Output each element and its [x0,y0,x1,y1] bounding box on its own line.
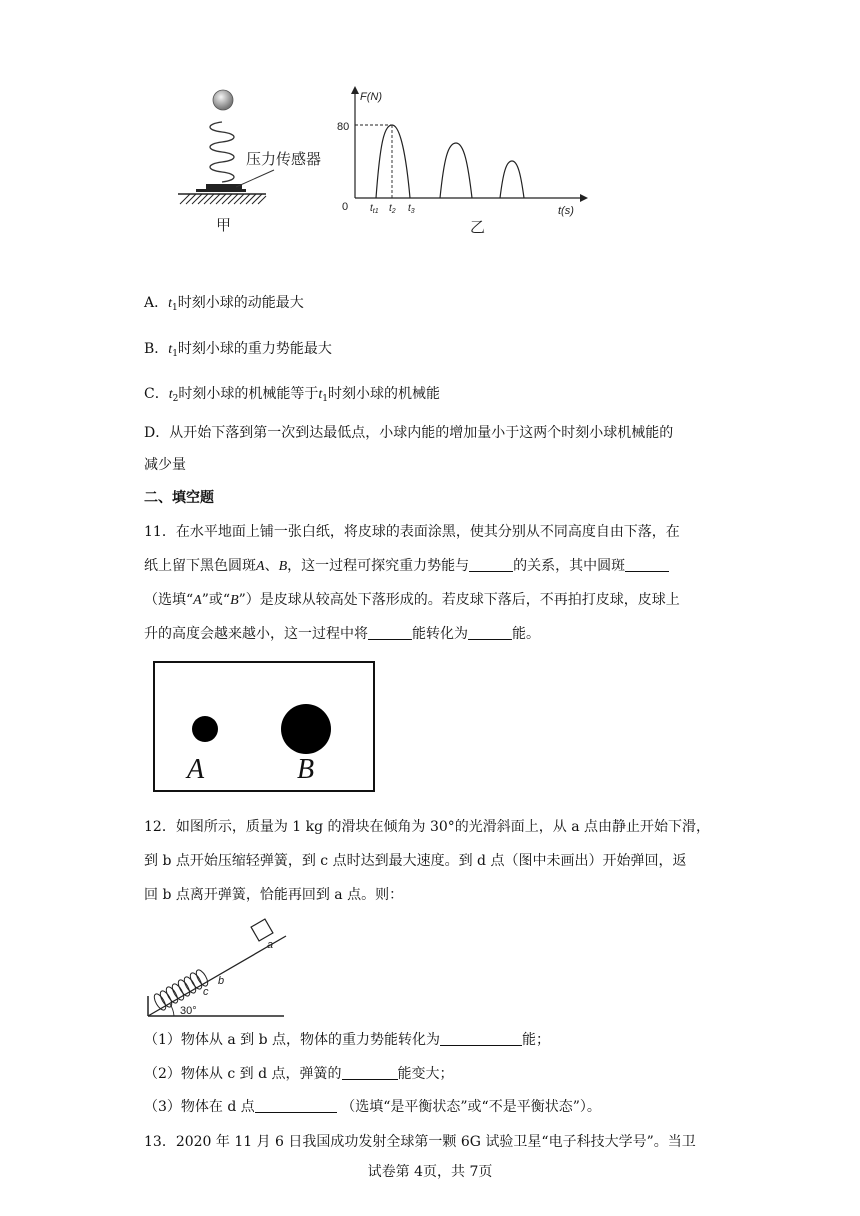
spring-icon [210,122,234,182]
tick-t2: $t_2$ [389,203,396,215]
blank-q12-3[interactable] [255,1098,337,1113]
option-c: C．$t_2$时刻小球的机械能等于$t_1$时刻小球的机械能 [144,386,440,404]
option-a: A．$t_1$时刻小球的动能最大 [144,295,304,313]
q11-line1: 11．在水平地面上铺一张白纸，将皮球的表面涂黑，使其分别从不同高度自由下落，在 [144,524,680,540]
spot-b-label: B [297,754,315,785]
blank-q12-2[interactable] [342,1065,398,1080]
point-a: a [267,939,274,951]
q13-line1: 13．2020 年 11 月 6 日我国成功发射全球第一颗 6G 试验卫星“电子科技大学号”。当卫 [144,1134,696,1150]
point-c: c [203,986,209,998]
slider-block [251,919,273,941]
option-d-line1: D．从开始下落到第一次到达最低点，小球内能的增加量小于这两个时刻小球机械能的 [144,425,674,441]
point-b: b [218,975,225,987]
section-title: 二、填空题 [144,490,214,506]
q11-line3: （选填“A”或“B”）是皮球从较高处下落形成的。若皮球下落后，不再拍打皮球，皮球上 [144,592,680,608]
blank-q12-1[interactable] [440,1031,522,1046]
spot-a-label: A [187,754,205,785]
pulse-2 [440,143,472,198]
figure-ball-sensor-graph [170,84,590,244]
ball-icon [213,90,233,110]
q12-sub3: （3）物体在 d 点 （选填“是平衡状态”或“不是平衡状态”）。 [144,1099,601,1115]
tick-t1: $t_{t1}$ [370,203,379,215]
q11-line2: 纸上留下黑色圆斑A、B，这一过程可探究重力势能与 的关系，其中圆斑 [144,556,669,577]
option-b: B．$t_1$时刻小球的重力势能最大 [144,341,332,359]
x-axis-label: t(s) [558,205,574,217]
blank-q11-4[interactable] [468,625,512,640]
spot-a [192,716,218,742]
q11-figure-box [153,661,375,792]
origin-label: 0 [342,201,349,213]
label-jia: 甲 [216,217,232,234]
incline-spring-figure [146,912,296,1020]
page-footer: 试卷第 4页，共 7页 [367,1164,493,1180]
blank-q11-2[interactable] [625,557,669,572]
q12-sub1: （1）物体从 a 到 b 点，物体的重力势能转化为 能； [144,1032,551,1048]
q12-sub2: （2）物体从 c 到 d 点，弹簧的 能变大； [144,1066,454,1082]
y-value-80: 80 [337,121,350,133]
q12-line1: 12．如图所示，质量为 1 kg 的滑块在倾角为 30°的光滑斜面上，从 a 点由静止开始下滑， [144,819,711,835]
blank-q11-1[interactable] [469,557,513,572]
pulse-3 [500,161,524,198]
q12-line2: 到 b 点开始压缩轻弹簧，到 c 点时达到最大速度。到 d 点（图中未画出）开始弹回，返 [144,853,687,869]
tick-t3: $t_3$ [408,203,415,215]
angle-label: 30° [180,1005,197,1017]
sensor-label: 压力传感器 [246,151,322,168]
label-yi: 乙 [470,219,486,236]
pulse-1 [376,125,410,198]
q12-line3: 回 b 点离开弹簧，恰能再回到 a 点。则： [144,887,404,903]
y-axis-label: F(N) [360,91,382,103]
spot-b [281,704,331,754]
blank-q11-3[interactable] [368,625,412,640]
q11-line4: 升的高度会越来越小，这一过程中将 能转化为 能。 [144,626,540,642]
option-d-line2: 减少量 [144,457,186,473]
